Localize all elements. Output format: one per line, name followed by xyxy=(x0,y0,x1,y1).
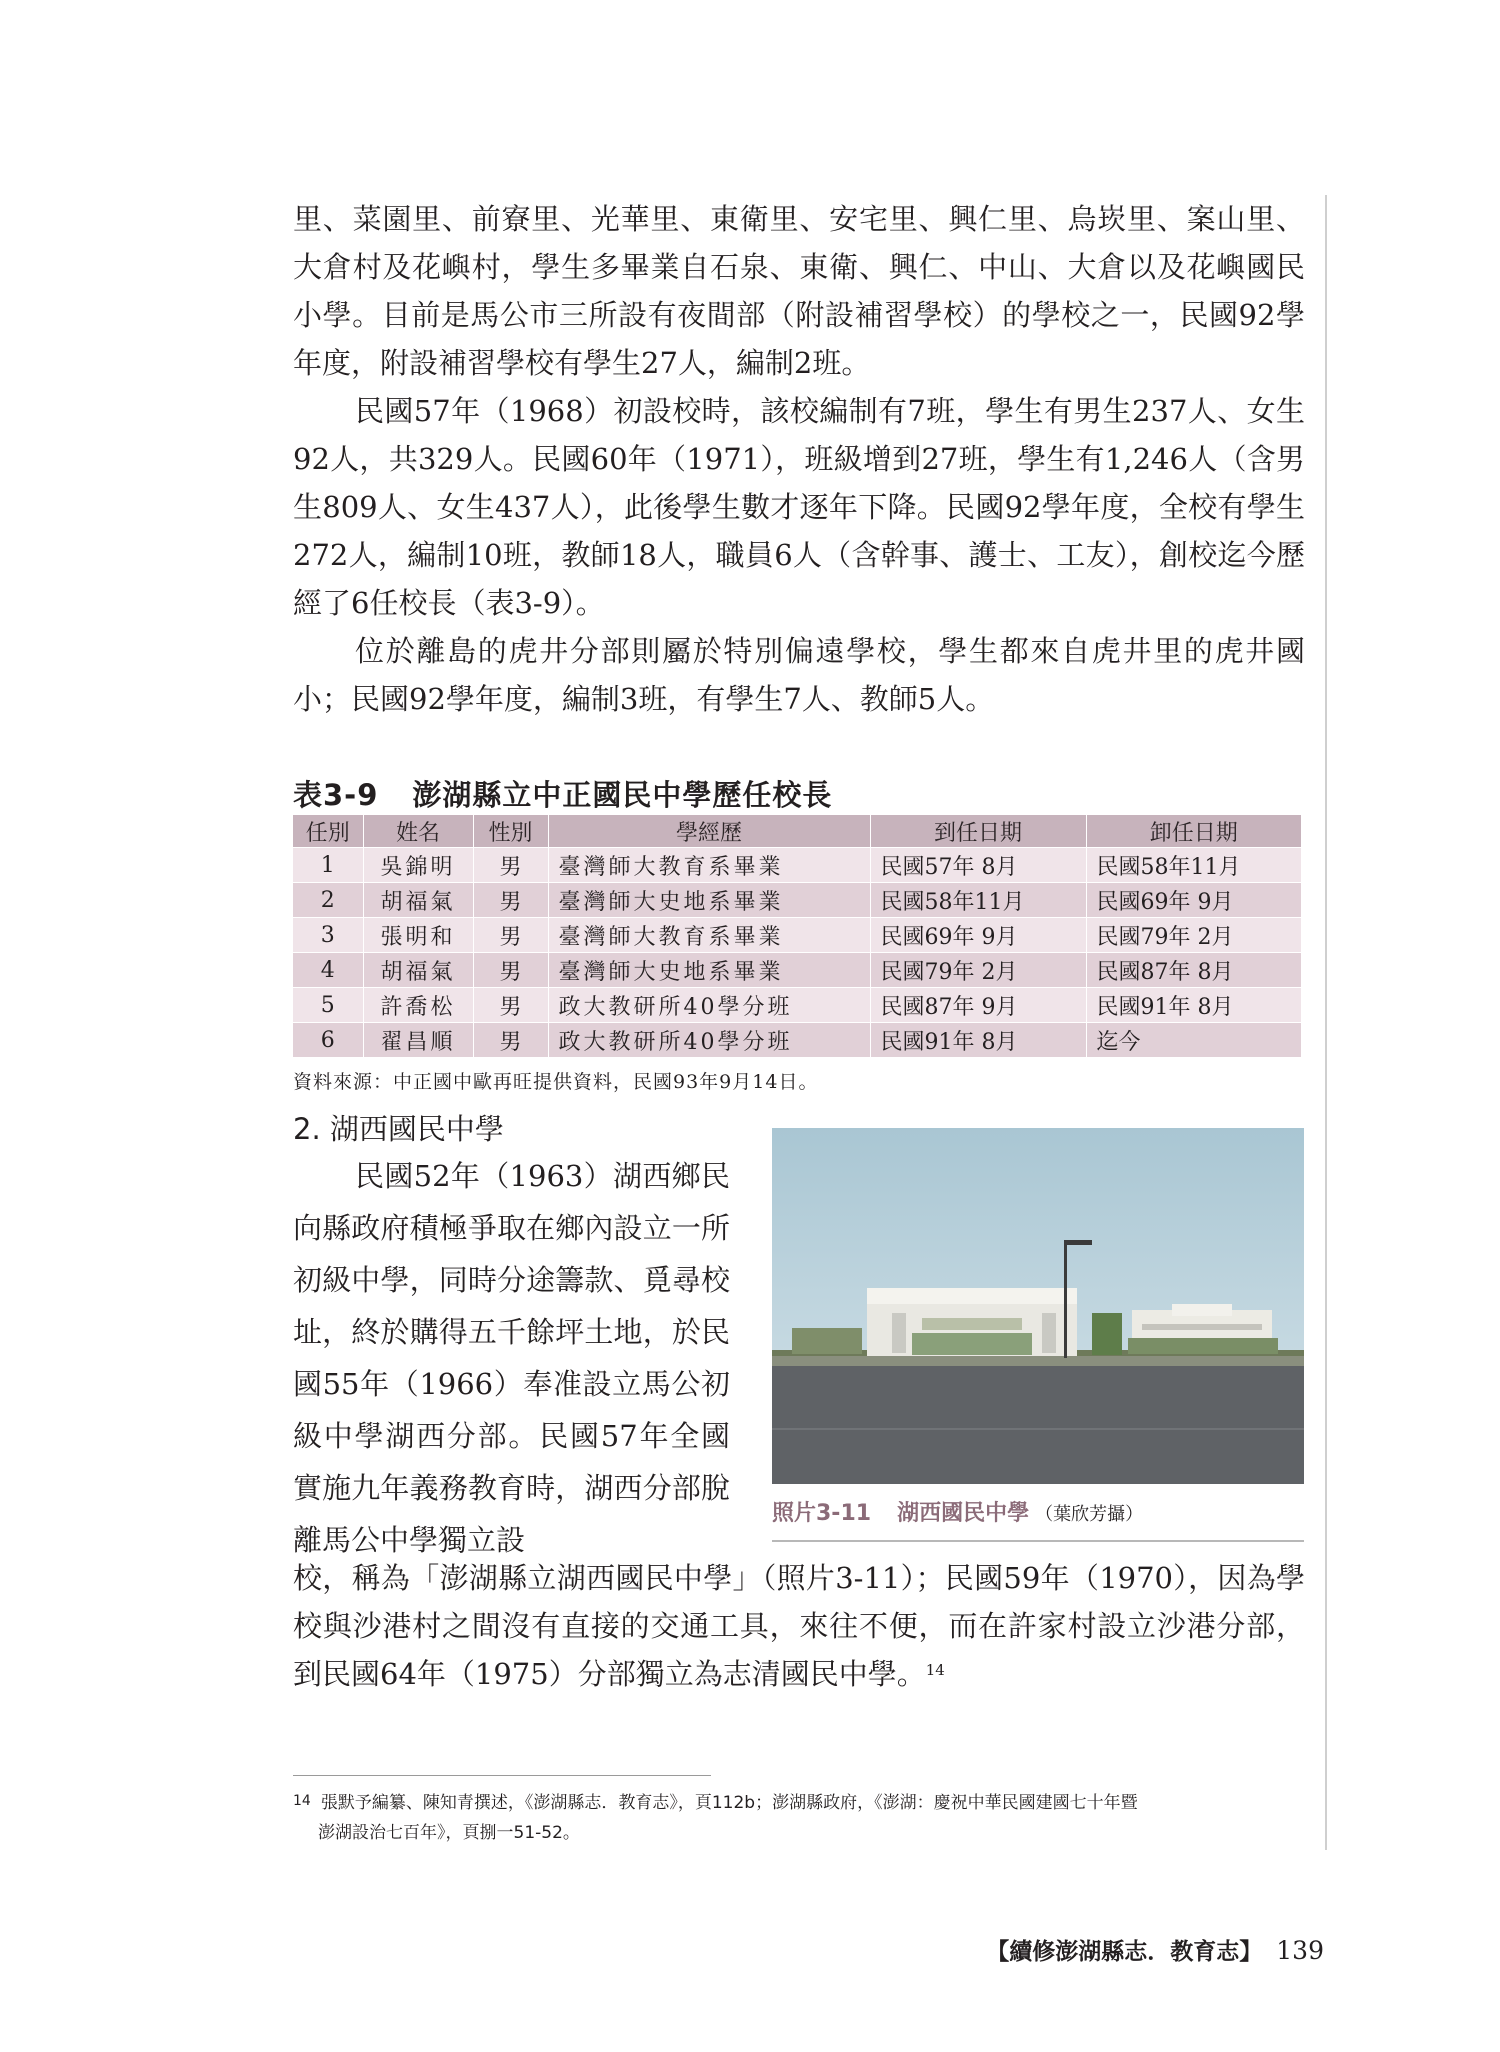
footnote-text-1: 張默予編纂、陳知青撰述，《澎湖縣志．教育志》，頁112b；澎湖縣政府，《澎湖：慶祝中華民國建國七十年暨 xyxy=(320,1793,1138,1813)
table-source-note: 資料來源：中正國中歐再旺提供資料，民國93年9月14日。 xyxy=(293,1071,819,1093)
cell-name: 翟昌順 xyxy=(363,1023,473,1058)
header-name: 姓名 xyxy=(363,815,473,848)
table-row xyxy=(293,988,1301,1023)
paragraph-2: 民國57年（1968）初設校時，該校編制有7班，學生有男生237人、女生92人，共329人。民國60年（1971），班級增到27班，學生有1,246人（含男生809人、女生437人），此後學生數才逐年下降。民國92學年度，全校有學生272人，編制10班，教師18人，職員6人（含幹事、護士、工友），創校迄今歷經了6任校長（表3-9）。 xyxy=(293,394,1305,620)
cell-start-date: 民國79年 2月 xyxy=(870,953,1086,988)
cell-name: 吳錦明 xyxy=(363,848,473,883)
cell-term: 1 xyxy=(293,848,363,883)
photo-credit: （葉欣芳攝） xyxy=(1035,1504,1144,1525)
header-gender: 性別 xyxy=(473,815,548,848)
body-text-narrow xyxy=(293,1150,730,1566)
book-title: 【續修澎湖縣志．教育志】 xyxy=(986,1938,1263,1965)
header-term: 任別 xyxy=(293,815,363,848)
footnote-line-1 xyxy=(293,1788,1313,1818)
cell-end-date: 民國87年 8月 xyxy=(1086,953,1301,988)
cell-start-date: 民國91年 8月 xyxy=(870,1023,1086,1058)
cell-end-date: 迄今 xyxy=(1086,1023,1301,1058)
cell-gender: 男 xyxy=(473,1023,548,1058)
header-end-date: 卸任日期 xyxy=(1086,815,1301,848)
cell-education: 臺灣師大史地系畢業 xyxy=(548,953,870,988)
cell-gender: 男 xyxy=(473,953,548,988)
principals-table xyxy=(293,815,1301,1058)
footnote-number: 14 xyxy=(293,1793,311,1809)
margin-rule xyxy=(1325,195,1327,1850)
section-heading: 2. 湖西國民中學 xyxy=(293,1112,504,1146)
footnote-reference: 14 xyxy=(925,1661,945,1679)
cell-start-date: 民國69年 9月 xyxy=(870,918,1086,953)
school-photo xyxy=(772,1128,1304,1484)
cell-start-date: 民國58年11月 xyxy=(870,883,1086,918)
footnote xyxy=(293,1788,1313,1848)
cell-education: 政大教研所40學分班 xyxy=(548,988,870,1023)
table-row xyxy=(293,1023,1301,1058)
table-title: 澎湖縣立中正國民中學歷任校長 xyxy=(412,778,833,812)
table-row xyxy=(293,883,1301,918)
paragraph-4: 民國52年（1963）湖西鄉民向縣政府積極爭取在鄉內設立一所初級中學，同時分途籌款、覓尋校址，終於購得五千餘坪土地，於民國55年（1966）奉准設立馬公初級中學湖西分部。民國57年全國實施九年義務教育時，湖西分部脫離馬公中學獨立設 xyxy=(293,1159,730,1557)
paragraph-5 xyxy=(293,1554,1305,1698)
cell-gender: 男 xyxy=(473,848,548,883)
cell-name: 胡福氣 xyxy=(363,953,473,988)
cell-gender: 男 xyxy=(473,883,548,918)
cell-gender: 男 xyxy=(473,988,548,1023)
page-number: 139 xyxy=(1276,1936,1324,1965)
table-row xyxy=(293,953,1301,988)
cell-term: 4 xyxy=(293,953,363,988)
body-text-top xyxy=(293,195,1305,723)
header-education: 學經歷 xyxy=(548,815,870,848)
cell-name: 許喬松 xyxy=(363,988,473,1023)
cell-start-date: 民國57年 8月 xyxy=(870,848,1086,883)
cell-education: 臺灣師大教育系畢業 xyxy=(548,918,870,953)
running-footer xyxy=(986,1933,1324,1966)
cell-term: 6 xyxy=(293,1023,363,1058)
table-caption xyxy=(293,773,832,814)
paragraph-5-text: 校，稱為「澎湖縣立湖西國民中學」（照片3-11）；民國59年（1970），因為學校與沙港村之間沒有直接的交通工具，來往不便，而在許家村設立沙港分部，到民國64年（1975）分部獨立為志清國民中學。 xyxy=(293,1561,1305,1691)
header-start-date: 到任日期 xyxy=(870,815,1086,848)
caption-divider xyxy=(772,1540,1304,1542)
body-text-bottom xyxy=(293,1554,1305,1698)
photo-label: 照片3-11 xyxy=(772,1501,872,1526)
cell-end-date: 民國58年11月 xyxy=(1086,848,1301,883)
footnote-divider xyxy=(293,1775,711,1776)
cell-education: 臺灣師大教育系畢業 xyxy=(548,848,870,883)
cell-end-date: 民國91年 8月 xyxy=(1086,988,1301,1023)
footnote-line-2: 澎湖設治七百年》，頁捌一51-52。 xyxy=(318,1823,580,1843)
table-row xyxy=(293,918,1301,953)
cell-start-date: 民國87年 9月 xyxy=(870,988,1086,1023)
cell-term: 3 xyxy=(293,918,363,953)
paragraph-3: 位於離島的虎井分部則屬於特別偏遠學校，學生都來自虎井里的虎井國小；民國92學年度，編制3班，有學生7人、教師5人。 xyxy=(293,634,1305,716)
table-number: 表3-9 xyxy=(293,778,379,812)
paragraph-1: 里、菜園里、前寮里、光華里、東衛里、安宅里、興仁里、烏崁里、案山里、大倉村及花嶼村，學生多畢業自石泉、東衛、興仁、中山、大倉以及花嶼國民小學。目前是馬公市三所設有夜間部（附設補習學校）的學校之一，民國92學年度，附設補習學校有學生27人，編制2班。 xyxy=(293,202,1305,380)
table-row xyxy=(293,848,1301,883)
cell-education: 臺灣師大史地系畢業 xyxy=(548,883,870,918)
cell-name: 胡福氣 xyxy=(363,883,473,918)
photo-title: 湖西國民中學 xyxy=(897,1501,1030,1526)
cell-name: 張明和 xyxy=(363,918,473,953)
cell-term: 5 xyxy=(293,988,363,1023)
table-header-row xyxy=(293,815,1301,848)
photo-caption xyxy=(772,1496,1143,1527)
cell-term: 2 xyxy=(293,883,363,918)
cell-end-date: 民國69年 9月 xyxy=(1086,883,1301,918)
cell-end-date: 民國79年 2月 xyxy=(1086,918,1301,953)
cell-gender: 男 xyxy=(473,918,548,953)
cell-education: 政大教研所40學分班 xyxy=(548,1023,870,1058)
